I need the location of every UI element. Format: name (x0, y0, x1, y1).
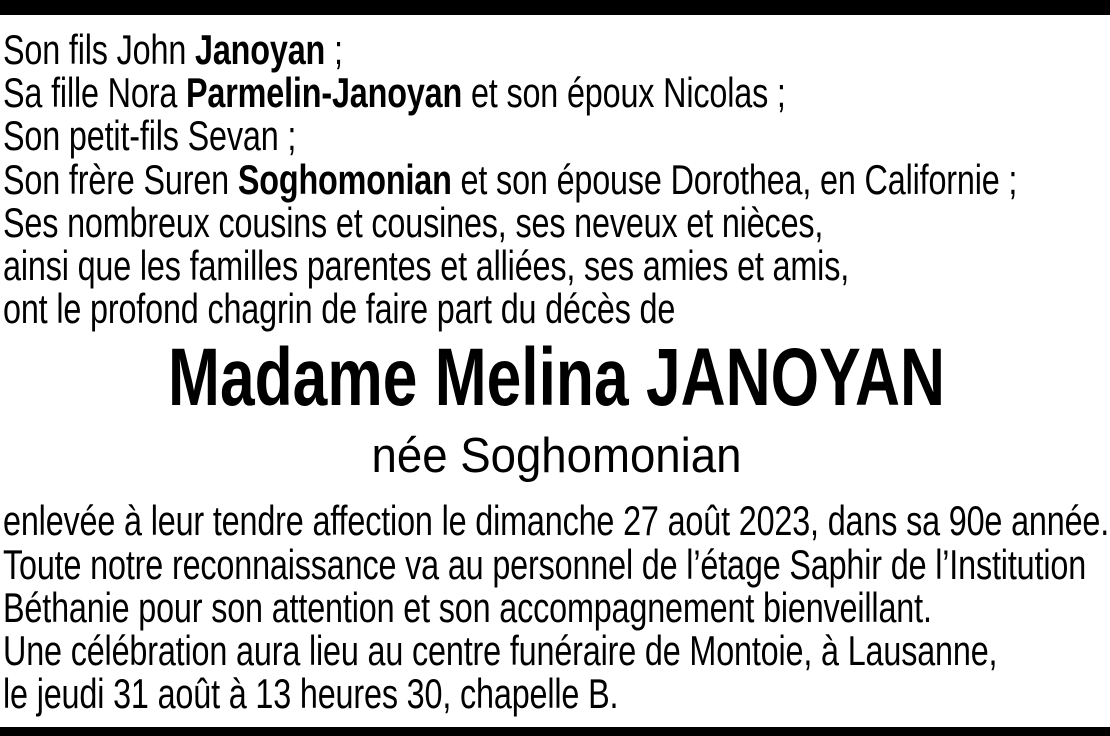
line-segment: et son époux Nicolas ; (462, 69, 786, 117)
line-segment: et son épouse Dorothea, en Californie ; (451, 155, 1018, 203)
relative-line (3, 155, 1018, 203)
top-border-bar (0, 0, 1110, 15)
line-segment: ont le profond chagrin de faire part du décès de (3, 285, 676, 333)
line-segment: Sa fille Nora (3, 69, 186, 117)
relative-line (3, 69, 855, 117)
surname-emphasis: Janoyan (194, 26, 326, 73)
line-segment: ainsi que les familles parentes et alliées, ses amies et amis, (3, 242, 850, 290)
line-segment: Son petit-fils Sevan ; (3, 112, 297, 160)
line-segment: ; (325, 26, 343, 73)
surname-emphasis: Soghomonian (237, 155, 452, 203)
relative-line (3, 285, 855, 333)
detail-line: enlevée à leur tendre affection le dimanche 27 août 2023, dans sa 90e année. (3, 497, 1110, 545)
line-segment: Ses nombreux cousins et cousines, ses neveux et nièces, (3, 198, 824, 246)
detail-line: le jeudi 31 août à 13 heures 30, chapelle B. (3, 670, 619, 718)
details-paragraph (3, 497, 1110, 718)
bottom-border-bar (0, 727, 1110, 736)
maiden-name: née Soghomonian (371, 429, 742, 484)
surname-emphasis: Parmelin-Janoyan (185, 69, 463, 117)
line-segment: Son frère Suren (3, 155, 238, 203)
notice-content (0, 15, 1110, 718)
relative-line (3, 242, 855, 290)
detail-line: Une célébration aura lieu au centre funéraire de Montoie, à Lausanne, (3, 627, 998, 675)
detail-line: Béthanie pour son attention et son accompagnement bienveillant. (3, 583, 932, 631)
relative-line (3, 28, 855, 71)
line-segment: Son fils John (3, 26, 195, 73)
detail-line: Toute notre reconnaissance va au personnel de l’étage Saphir de l’Institution (3, 540, 1087, 588)
relative-line (3, 198, 855, 246)
relative-line (3, 112, 855, 160)
relatives-paragraph (3, 26, 1110, 333)
deceased-name: Madame Melina JANOYAN (168, 332, 945, 424)
